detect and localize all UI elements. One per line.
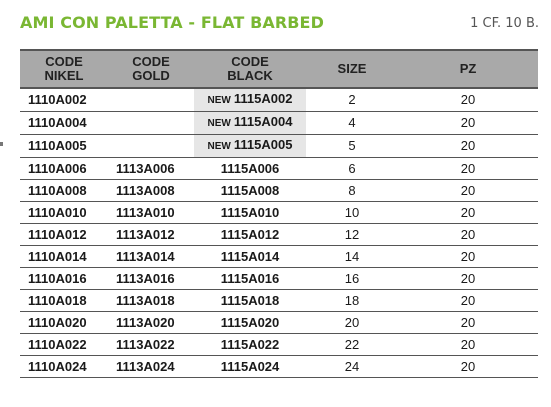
cell-pz: 20 [398,268,538,290]
col-header-size: SIZE [306,50,398,88]
table-row [20,246,538,268]
cell-code-black [194,202,306,224]
table-row [20,290,538,312]
col-header-code-gold [108,50,194,88]
cell-code-gold: 1113A012 [108,224,194,246]
table-row [20,334,538,356]
col-header-line: CODE [45,54,83,69]
cell-pz: 20 [398,224,538,246]
black-code-text: 1115A008 [220,182,280,198]
cell-code-gold: 1113A020 [108,312,194,334]
cell-code-nikel: 1110A004 [20,112,108,135]
cell-size: 16 [306,268,398,290]
cell-pz: 20 [398,180,538,202]
cell-size: 5 [306,135,398,158]
cell-pz: 20 [398,246,538,268]
black-code-text: 1115A005 [233,137,293,152]
cell-code-gold: 1113A024 [108,356,194,378]
cell-code-nikel: 1110A002 [20,88,108,112]
black-code-text: 1115A022 [220,336,280,352]
cell-size: 6 [306,158,398,180]
black-code-text: 1115A016 [220,270,280,286]
cell-size: 14 [306,246,398,268]
table-row [20,88,538,112]
new-badge: NEW [207,141,231,152]
col-header-line: CODE [132,54,170,69]
cell-code-gold [108,112,194,135]
cell-pz: 20 [398,135,538,158]
table-row [20,312,538,334]
black-code-text: 1115A020 [220,314,280,330]
table-row [20,180,538,202]
cell-code-gold [108,88,194,112]
cell-code-gold: 1113A008 [108,180,194,202]
cell-code-nikel: 1110A020 [20,312,108,334]
cell-code-gold: 1113A018 [108,290,194,312]
cell-code-gold: 1113A022 [108,334,194,356]
black-code-text: 1115A018 [220,292,280,308]
cell-size: 24 [306,356,398,378]
cell-size: 8 [306,180,398,202]
cell-code-nikel: 1110A024 [20,356,108,378]
col-header-code-nikel [20,50,108,88]
cell-pz: 20 [398,334,538,356]
cell-size: 10 [306,202,398,224]
cell-code-gold: 1113A010 [108,202,194,224]
cell-size: 22 [306,334,398,356]
cell-size: 2 [306,88,398,112]
cell-code-nikel: 1110A006 [20,158,108,180]
table-row [20,112,538,135]
cell-pz: 20 [398,88,538,112]
col-header-line: GOLD [132,68,170,83]
black-code-text: 1115A012 [220,226,280,242]
cell-code-gold: 1113A006 [108,158,194,180]
cell-code-gold: 1113A014 [108,246,194,268]
cell-code-black [194,312,306,334]
cell-size: 20 [306,312,398,334]
cell-pz: 20 [398,290,538,312]
cell-code-black [194,88,306,112]
cell-code-gold [108,135,194,158]
col-header-code-black [194,50,306,88]
cell-size: 12 [306,224,398,246]
table-row [20,356,538,378]
cell-code-black [194,158,306,180]
black-code-text: 1115A010 [220,204,280,220]
black-code-text: 1115A004 [233,114,293,129]
cell-code-nikel: 1110A005 [20,135,108,158]
col-header-line: BLACK [227,68,273,83]
edge-mark [0,142,3,146]
new-badge: NEW [207,95,231,106]
cell-code-nikel: 1110A016 [20,268,108,290]
cell-code-black [194,246,306,268]
cell-code-nikel: 1110A018 [20,290,108,312]
page-title: AMI CON PALETTA - FLAT BARBED [20,13,324,32]
col-header-line: CODE [231,54,269,69]
cell-code-black [194,334,306,356]
table-row [20,268,538,290]
cell-code-gold: 1113A016 [108,268,194,290]
cell-pz: 20 [398,312,538,334]
cell-code-black [194,356,306,378]
black-code-text: 1115A006 [220,160,280,176]
col-header-line: NIKEL [44,68,84,83]
black-code-text: 1115A014 [220,248,280,264]
cell-code-nikel: 1110A014 [20,246,108,268]
table-header [20,50,538,88]
cell-pz: 20 [398,158,538,180]
cell-code-nikel: 1110A010 [20,202,108,224]
product-table [20,49,538,378]
cell-pz: 20 [398,202,538,224]
cell-code-black [194,290,306,312]
cell-size: 18 [306,290,398,312]
black-code-text: 1115A002 [233,91,293,106]
cell-code-nikel: 1110A012 [20,224,108,246]
cell-code-black [194,135,306,158]
table-row [20,158,538,180]
black-code-text: 1115A024 [220,358,280,374]
table-row [20,202,538,224]
cell-pz: 20 [398,356,538,378]
cell-code-black [194,268,306,290]
cell-size: 4 [306,112,398,135]
col-header-pz: PZ [398,50,538,88]
cell-code-nikel: 1110A008 [20,180,108,202]
cell-code-black [194,112,306,135]
cell-code-nikel: 1110A022 [20,334,108,356]
cell-code-black [194,180,306,202]
cell-code-black [194,224,306,246]
table-row [20,135,538,158]
table-body [20,88,538,378]
pack-info: 1 CF. 10 B. [470,16,539,31]
table-row [20,224,538,246]
new-badge: NEW [207,118,231,129]
cell-pz: 20 [398,112,538,135]
